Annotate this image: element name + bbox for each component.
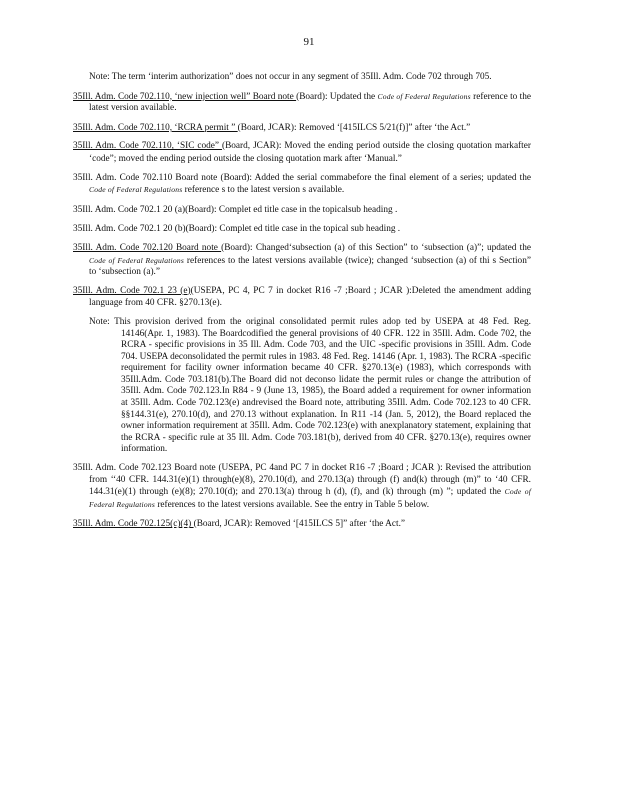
page-number: 91	[303, 36, 315, 48]
amendment-entry: 35Ill. Adm. Code 702.110, ‘RCRA permit ” (Board, JCAR): Removed ‘[415ILCS 5/21(f)]” after ‘the Act.”	[73, 122, 471, 133]
amendment-entry: 35Ill. Adm. Code 702.110, ‘new injection well” Board note (Board): Updated the Code of Federal Regulations reference to the latest version available.	[73, 91, 532, 114]
amendment-entry: 35Ill. Adm. Code 702.1 23 (e)(USEPA, PC 4, PC 7 in docket R16 -7 ;Board ; JCAR ):Deleted the amendment adding language from 40 CFR. §270.13(e).	[73, 285, 531, 309]
amendment-entry: 35Ill. Adm. Code 702.1 20 (a)(Board): Complet ed title case in the topicalsub heading .	[73, 204, 398, 215]
amendment-entry: 35Ill. Adm. Code 702.123 Board note (USEPA, PC 4and PC 7 in docket R16 -7 ;Board ; JCAR ): Revised the attribution from ‘‘40 CFR. 144.31(e)(1) through(e)(8), 270.10(d), and 270.13(a) through (f) and(k) through (m)” to ‘40 CFR. 144.31(e)(1) through (e)(8); 270.10(d); and 270.13(a) throug h (d), (f), and (k) through (m) ”; updated the Code of Federal Regulations references to the latest versions available. See the entry in Table 5 below.	[73, 463, 532, 510]
amendment-entry: 35Ill. Adm. Code 702.110, ‘SIC code” (Board, JCAR): Moved the ending period outside the closing quotation markafter ‘code”; moved the ending period outside the closing quotation mark after ‘Manual.”	[73, 141, 531, 164]
amendment-entry: 35Ill. Adm. Code 702.125(c)(4) (Board, JCAR): Removed ‘[415ILCS 5]” after ‘the Act.”	[73, 519, 406, 530]
entries-group-2	[73, 463, 531, 531]
document-body	[73, 72, 531, 538]
entries-group-1	[73, 91, 531, 310]
top-note: Note: The term ‘interim authorization” does not occur in any segment of 35Ill. Adm. Code 702 through 705.	[89, 72, 492, 82]
provision-note: Note: This provision derived from the original consolidated permit rules adop ted by USEPA at 48 Fed. Reg. 14146(Apr. 1, 1983). The Boardcodified the general provisions of 40 CFR. 122 in 35Ill. Adm. Code 702, the RCRA - specific provisions in 35 Ill. Adm. Code 703, and the UIC -specific provisions in 35Ill. Adm. Code 704. USEPA deconsolidated the permit rules in 1983. 48 Fed. Reg. 14146 (Apr. 1, 1983). The RCRA -specific requirement for facility owner information became 40 CFR. §270.13(e) (1983), which corresponds with 35Ill.Adm. Code 703.181(b).The Board did not deconso lidate the permit rules or change the attribution of 35Ill. Adm. Code 702.123.In R84 - 9 (June 13, 1985), the Board added a requirement for owner information at 35Ill. Adm. Code 702.123(e) andrevised the Board note, attributing 35Ill. Adm. Code 702.123 to 40 CFR. §§144.31(e), 270.10(d), and 270.13 without explanation. In R11 -14 (Jan. 5, 2012), the Board replaced the owner information requirement at 35Ill. Adm. Code 702.123(e) with anexplanatory statement, explaining that the RCRA - specific rule at 35 Ill. Adm. Code 703.181(b), derived from 40 CFR. §270.13(e), requires owner information.	[89, 316, 531, 455]
amendment-entry: 35Ill. Adm. Code 702.1 20 (b)(Board): Complet ed title case in the topical sub heading .	[73, 224, 401, 235]
amendment-entry: 35Ill. Adm. Code 702.120 Board note (Board): Changed‘subsection (a) of this Section” to ‘subsection (a)”; updated the Code of Federal Regulations references to the latest versions available (twice); changed ‘subsection (a) of thi s Section” to ‘subsection (a).”	[73, 242, 531, 278]
amendment-entry: 35Ill. Adm. Code 702.110 Board note (Board): Added the serial commabefore the final element of a series; updated the Code of Federal Regulations reference s to the latest version s available.	[73, 172, 531, 196]
